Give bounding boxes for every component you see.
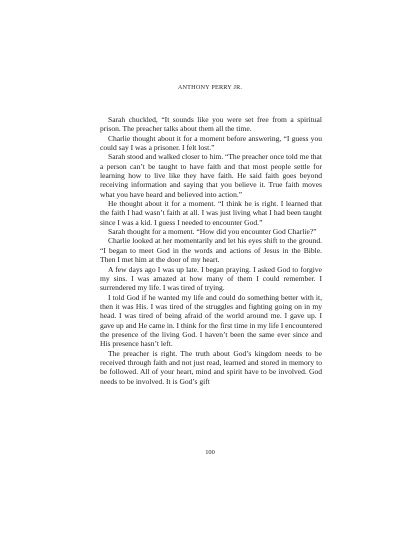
paragraph: Sarah thought for a moment. “How did you encounter God Charlie?” bbox=[108, 227, 317, 237]
paragraph: Sarah stood and walked closer to him. “The preacher once told me that a person can’t be taught to have faith and that most people settle for learning how to live like they have faith. He said faith goes beyond receiving information and saying that you believe it. True faith moves what you have heard and believed into action.” bbox=[100, 152, 322, 199]
paragraph: The preacher is right. The truth about God’s kingdom needs to be received through faith and not just read, learned and stored in memory to be followed. All of your heart, mind and spirit have to be involved. God needs to be involved. It is God’s gift bbox=[100, 348, 322, 386]
paragraph: Sarah chuckled, “It sounds like you were set free from a spiritual prison. The preacher talks about them all the time. bbox=[100, 115, 322, 134]
page-number: 100 bbox=[205, 449, 215, 456]
paragraph: Charlie looked at her momentarily and let his eyes shift to the ground. “I began to meet God in the words and actions of Jesus in the Bible. Then I met him at the door of my heart. bbox=[100, 236, 322, 265]
paragraph: Charlie thought about it for a moment before answering, “I guess you could say I was a prisoner. I felt lost.” bbox=[100, 133, 322, 153]
running-head: ANTHONY PERRY JR. bbox=[177, 84, 243, 91]
paragraph: He thought about it for a moment. “I think he is right. I learned that the faith I had wasn’t faith at all. I was just living what I had been taught since I was a kid. I guess I needed to encounter God.” bbox=[100, 199, 322, 227]
paragraph: I told God if he wanted my life and could do something better with it, then it was His. I was tired of the struggles and fighting going on in my head. I was tired of being afraid of the world around me. I gave up. I gave up and He came in. I think for the first time in my life I encountered the presence of the living God. I haven’t been the same ever since and His presence hasn’t left. bbox=[100, 292, 322, 349]
body-text bbox=[100, 115, 322, 386]
paragraph: A few days ago I was up late. I began praying. I asked God to forgive my sins. I was amazed at how many of them I could remember. I surrendered my life. I was tired of trying. bbox=[100, 264, 322, 293]
